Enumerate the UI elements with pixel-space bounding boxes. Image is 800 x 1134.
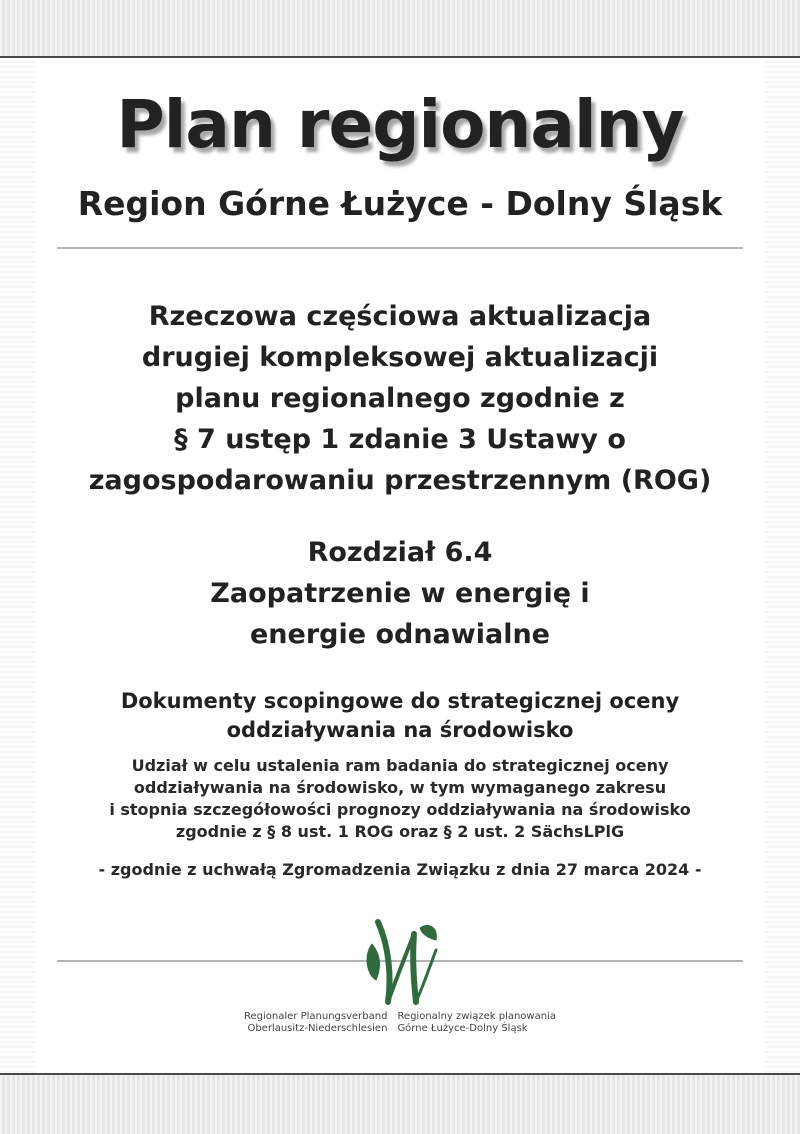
scoping-heading-line: Dokumenty scopingowe do strategicznej oceny <box>120 689 680 713</box>
footer-organizations <box>200 1011 600 1035</box>
page-title: Plan regionalny <box>116 86 684 163</box>
update-description <box>0 296 800 501</box>
scoping-text-line: oddziaływania na środowisko, w tym wymaganego zakresu <box>133 778 667 797</box>
divider-top <box>57 247 743 249</box>
scoping-text-line: i stopnia szczegółowości prognozy oddziaływania na środowisko <box>109 800 691 819</box>
chapter-heading <box>0 532 800 655</box>
resolution-date: - zgodnie z uchwałą Zgromadzenia Związku z dnia 27 marca 2024 - <box>98 860 702 879</box>
chapter-line: Rozdział 6.4 <box>307 537 493 568</box>
update-line: drugiej kompleksowej aktualizacji <box>141 342 659 373</box>
bottom-band <box>0 1073 800 1134</box>
footer-line: Regionaler Planungsverband <box>244 1011 388 1022</box>
chapter-line: energie odnawialne <box>250 619 550 650</box>
planning-association-logo-icon <box>358 914 444 1006</box>
scoping-text-line: zgodnie z § 8 ust. 1 ROG oraz § 2 ust. 2 SächsLPlG <box>175 822 625 841</box>
top-band <box>0 0 800 58</box>
scoping-text-line: Udział w celu ustalenia ram badania do strategicznej oceny <box>131 756 669 775</box>
update-line: planu regionalnego zgodnie z <box>175 383 625 414</box>
chapter-line: Zaopatrzenie w energię i <box>210 578 590 609</box>
update-line: § 7 ustęp 1 zdanie 3 Ustawy o <box>174 424 626 455</box>
scoping-heading <box>0 687 800 745</box>
footer-line: Oberlausitz-Niederschlesien <box>247 1023 388 1034</box>
scoping-heading-line: oddziaływania na środowisko <box>226 718 574 742</box>
scoping-text <box>0 755 800 843</box>
footer-line: Górne Łużyce-Dolny Śląsk <box>397 1023 528 1034</box>
page-subtitle: Region Górne Łużyce - Dolny Śląsk <box>77 184 723 223</box>
footer-line: Regionalny związek planowania <box>397 1011 556 1022</box>
update-line: zagospodarowaniu przestrzennym (ROG) <box>88 465 712 496</box>
footer-org-german <box>244 1011 387 1035</box>
update-line: Rzeczowa częściowa aktualizacja <box>148 301 652 332</box>
footer-org-polish <box>397 1011 556 1035</box>
